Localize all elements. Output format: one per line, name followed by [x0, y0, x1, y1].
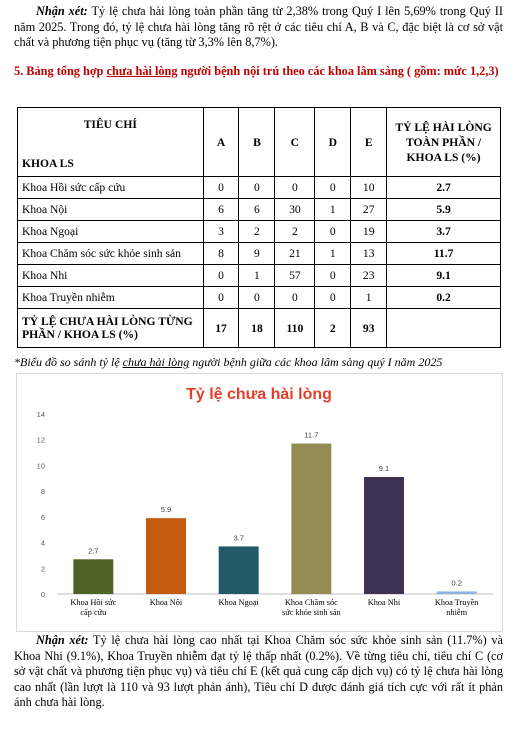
- y-tick-label: 2: [40, 564, 45, 574]
- y-tick-label: 8: [40, 487, 45, 497]
- bar: [291, 444, 331, 594]
- bar: [364, 477, 404, 594]
- rate-cell: 11.7: [387, 243, 501, 265]
- table-row: [18, 199, 501, 221]
- value-cell: 3: [203, 221, 239, 243]
- value-cell: 0: [275, 177, 315, 199]
- bar-value-label: 5.9: [160, 505, 172, 515]
- value-cell: 0: [275, 287, 315, 309]
- bar: [437, 591, 477, 594]
- value-cell: 13: [351, 243, 387, 265]
- dissatisfaction-chart: [16, 373, 503, 632]
- category-label: Khoa Hồi sức: [70, 598, 117, 607]
- category-label: Khoa Nội: [149, 598, 183, 607]
- rate-header: TỶ LỆ HÀI LÒNG TOÀN PHẦN / KHOA LS (%): [387, 108, 501, 177]
- value-cell: 10: [351, 177, 387, 199]
- section-heading-underlined: chưa hài lòng: [106, 64, 178, 78]
- value-cell: 1: [351, 287, 387, 309]
- value-cell: 9: [239, 243, 275, 265]
- dept-label: KHOA LS: [22, 157, 74, 170]
- section-heading-prefix: 5. Bảng tổng hợp: [14, 64, 107, 78]
- column-header: D: [315, 108, 351, 177]
- bar: [73, 559, 113, 594]
- table-row: [18, 243, 501, 265]
- criteria-label: TIÊU CHÍ: [83, 118, 137, 131]
- column-header: A: [203, 108, 239, 177]
- dept-name-cell: Khoa Ngoại: [18, 221, 204, 243]
- y-tick-label: 14: [36, 410, 45, 419]
- value-cell: 0: [203, 287, 239, 309]
- value-cell: 0: [315, 221, 351, 243]
- summary-value: 18: [239, 309, 275, 348]
- conclusion-lead: Nhận xét:: [36, 633, 89, 647]
- y-tick-label: 4: [40, 538, 45, 548]
- table-header-row: [18, 108, 501, 177]
- column-header: B: [239, 108, 275, 177]
- table-row: [18, 221, 501, 243]
- bar: [146, 518, 186, 594]
- value-cell: 0: [315, 287, 351, 309]
- value-cell: 6: [239, 199, 275, 221]
- rate-cell: 9.1: [387, 265, 501, 287]
- value-cell: 2: [275, 221, 315, 243]
- dept-name-cell: Khoa Nội: [18, 199, 204, 221]
- summary-value: 2: [315, 309, 351, 348]
- chart-canvas: [17, 374, 502, 631]
- value-cell: 1: [315, 243, 351, 265]
- intro-text: Tỷ lệ chưa hài lòng toàn phần tăng từ 2,38% trong Quý I lên 5,69% trong Quý II năm 2025. Trong đó, tỷ lệ chưa hài lòng tăng rõ rệt ở các tiêu chí A, B và C, đặc biệt là cơ sở vật chất và phương tiện phục vụ (tăng từ 3,3% lên 8,7%).: [14, 4, 503, 49]
- bar-value-label: 9.1: [378, 464, 390, 473]
- section-heading-suffix: người bệnh nội trú theo các khoa lâm sàng ( gồm: mức 1,2,3): [177, 64, 499, 78]
- value-cell: 1: [315, 199, 351, 221]
- column-header: E: [351, 108, 387, 177]
- conclusion-paragraph: [14, 633, 503, 711]
- value-cell: 57: [275, 265, 315, 287]
- category-label: nhiễm: [446, 608, 468, 617]
- bar-value-label: 0.2: [451, 578, 462, 588]
- rate-cell: 5.9: [387, 199, 501, 221]
- bar: [219, 546, 259, 594]
- chart-title: Tỷ lệ chưa hài lòng: [186, 386, 332, 403]
- category-label: sức khỏe sinh sản: [282, 608, 341, 617]
- value-cell: 23: [351, 265, 387, 287]
- value-cell: 21: [275, 243, 315, 265]
- table-row: [18, 177, 501, 199]
- category-label: Khoa Ngoại: [218, 598, 259, 607]
- column-header: C: [275, 108, 315, 177]
- intro-lead: Nhận xét:: [36, 4, 88, 18]
- value-cell: 0: [239, 177, 275, 199]
- value-cell: 0: [315, 265, 351, 287]
- value-cell: 2: [239, 221, 275, 243]
- value-cell: 0: [203, 265, 239, 287]
- value-cell: 19: [351, 221, 387, 243]
- bar-value-label: 2.7: [88, 546, 99, 556]
- intro-paragraph: [14, 4, 503, 51]
- summary-value: 110: [275, 309, 315, 348]
- dept-name-cell: Khoa Hồi sức cấp cứu: [18, 177, 204, 199]
- caption-suffix: người bệnh giữa các khoa lâm sàng quý I năm 2025: [189, 355, 443, 369]
- y-tick-label: 12: [36, 435, 45, 445]
- caption-underlined: chưa hài lòng: [122, 355, 190, 369]
- bar-value-label: 3.7: [233, 533, 244, 543]
- value-cell: 1: [239, 265, 275, 287]
- value-cell: 6: [203, 199, 239, 221]
- summary-value: 93: [351, 309, 387, 348]
- rate-cell: 0.2: [387, 287, 501, 309]
- category-label: Khoa Truyền: [434, 598, 479, 607]
- dissatisfaction-table: [17, 107, 501, 348]
- value-cell: 0: [315, 177, 351, 199]
- dept-name-cell: Khoa Nhi: [18, 265, 204, 287]
- value-cell: 0: [239, 287, 275, 309]
- value-cell: 8: [203, 243, 239, 265]
- conclusion-text: Tỷ lệ chưa hài lòng cao nhất tại Khoa Chăm sóc sức khỏe sinh sản (11.7%) và Khoa Nhi (9.1%), Khoa Truyền nhiễm đạt tỷ lệ thấp nhất (0.2%). Về từng tiêu chí, tiêu chí C (cơ sở vật chất và phương tiện phục vụ) và tiêu chí E (kết quả cung cấp dịch vụ) có tỷ lệ chưa hài lòng cao nhất (lần lượt là 110 và 93 lượt phản ánh), Tiêu chí D được đánh giá tích cực với rất ít phản ánh chưa hài lòng.: [14, 633, 503, 709]
- rate-cell: 2.7: [387, 177, 501, 199]
- category-label: Khoa Nhi: [367, 598, 401, 607]
- table-row: [18, 265, 501, 287]
- dept-name-cell: Khoa Truyền nhiễm: [18, 287, 204, 309]
- chart-caption: [14, 355, 503, 370]
- summary-label: TỶ LỆ CHƯA HÀI LÒNG TỪNG PHẦN / KHOA LS (%): [18, 309, 204, 348]
- caption-prefix: *Biểu đồ so sánh tỷ lệ: [14, 355, 123, 369]
- y-tick-label: 6: [40, 512, 45, 522]
- summary-rate-empty: [387, 309, 501, 348]
- category-label: cấp cứu: [80, 608, 107, 617]
- section-heading: [14, 64, 503, 80]
- value-cell: 30: [275, 199, 315, 221]
- value-cell: 0: [203, 177, 239, 199]
- category-label: Khoa Chăm sóc: [284, 598, 338, 607]
- criteria-header-cell: [18, 108, 204, 177]
- y-tick-label: 10: [36, 461, 45, 471]
- y-tick-label: 0: [40, 590, 45, 599]
- dept-name-cell: Khoa Chăm sóc sức khỏe sinh sản: [18, 243, 204, 265]
- summary-value: 17: [203, 309, 239, 348]
- summary-row: [18, 309, 501, 348]
- value-cell: 27: [351, 199, 387, 221]
- bar-value-label: 11.7: [304, 430, 319, 440]
- rate-cell: 3.7: [387, 221, 501, 243]
- table-row: [18, 287, 501, 309]
